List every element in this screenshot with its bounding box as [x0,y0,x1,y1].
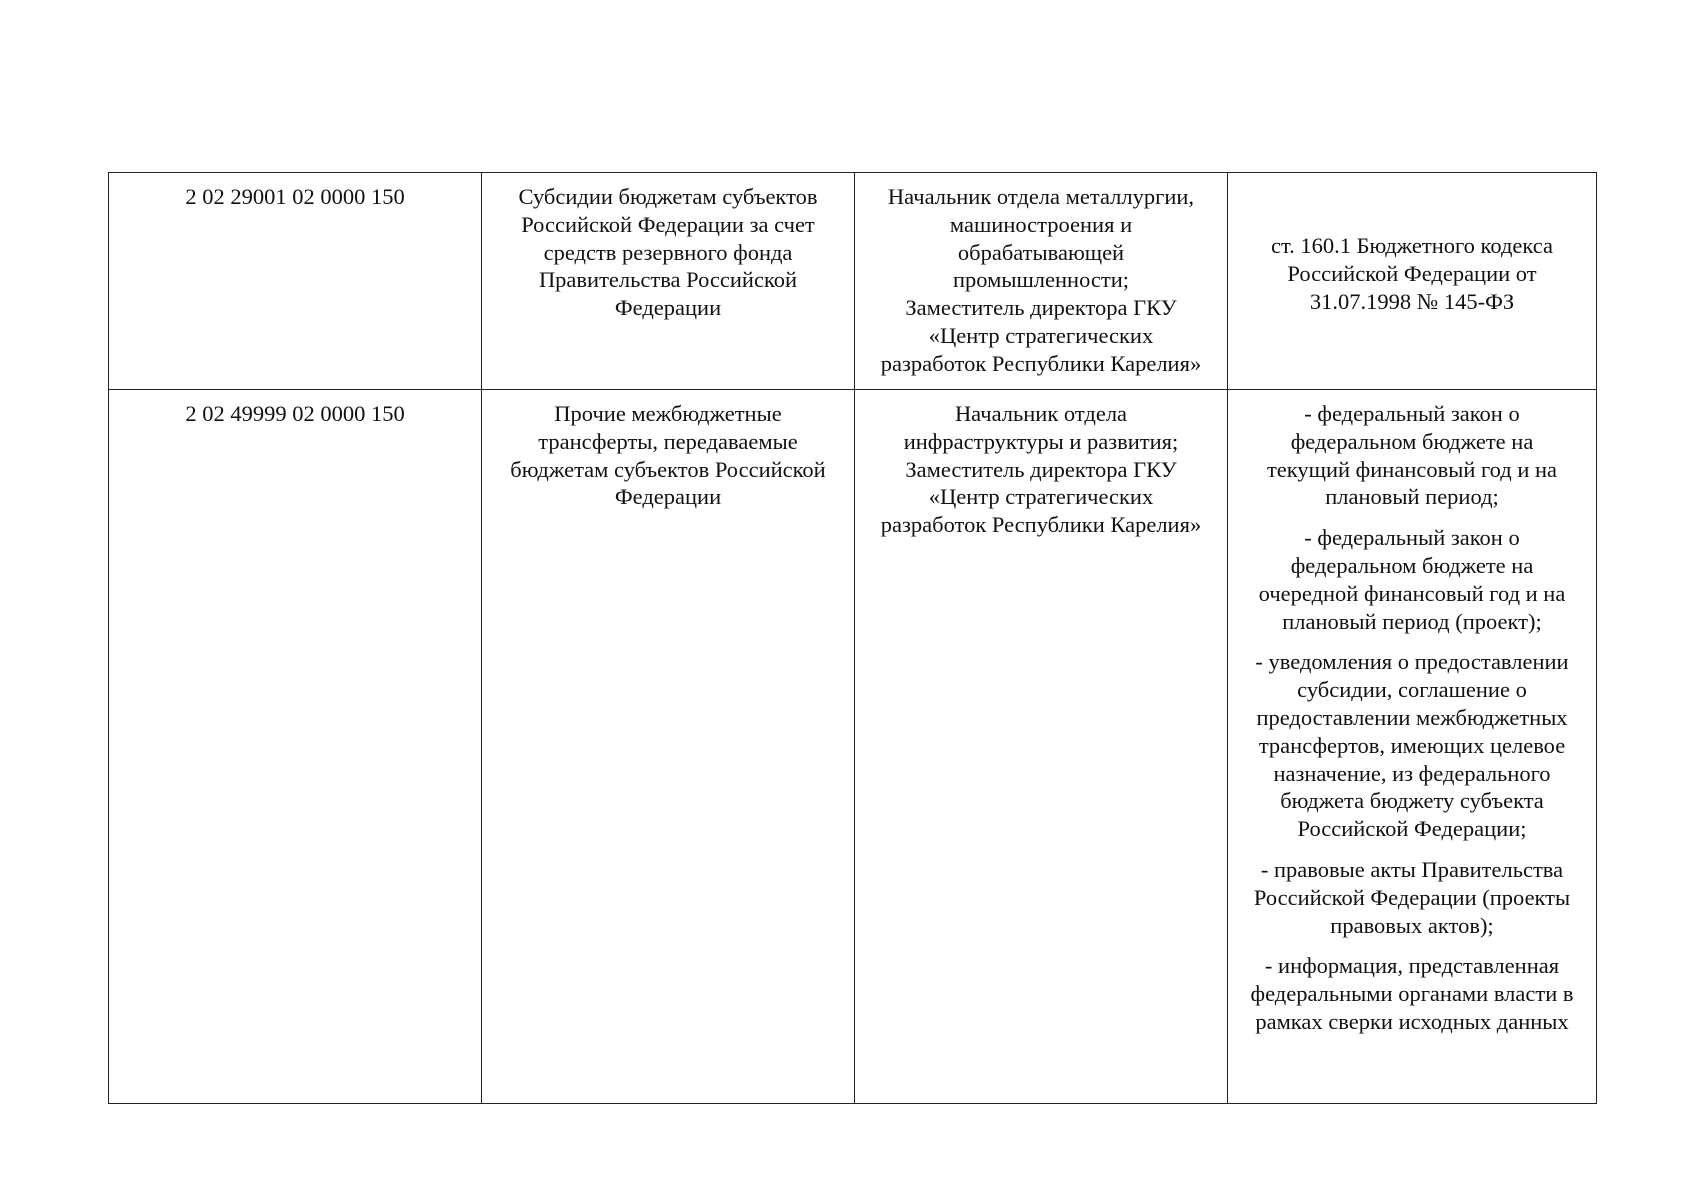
responsible-person-cell: Начальник отдела инфраструктуры и развития; Заместитель директора ГКУ «Центр стратегических разработок Республики Карелия» [855,390,1228,1104]
legal-basis-item: - федеральный закон о федеральном бюджете на очередной финансовый год и на плановый период (проект); [1258,525,1566,634]
legal-basis-item: - правовые акты Правительства Российской Федерации (проекты правовых актов); [1253,856,1571,938]
legal-basis-item: ст. 160.1 Бюджетного кодекса Российской Федерации от 31.07.1998 № 145-ФЗ [1270,233,1553,314]
legal-basis-item: - федеральный закон о федеральном бюджете на текущий финансовый год и на плановый период; [1266,401,1558,510]
income-codes-table [108,172,1597,1104]
legal-basis-item: - информация, представленная федеральными органами власти в рамках сверки исходных данных [1250,953,1574,1034]
legal-basis-item: - уведомления о предоставлении субсидии, соглашение о предоставлении межбюджетных трансфертов, имеющих целевое назначение, из федерального бюджета бюджету субъекта Российской Федерации; [1255,649,1569,842]
income-code-cell: 2 02 49999 02 0000 150 [109,390,482,1104]
responsible-person-cell: Начальник отдела металлургии, машиностроения и обрабатывающей промышленности; Заместитель директора ГКУ «Центр стратегических разработок Республики Карелия» [855,173,1228,390]
table-row [109,390,1597,1104]
legal-basis-cell [1228,390,1597,1104]
table-row [109,173,1597,390]
income-name-cell: Прочие межбюджетные трансферты, передаваемые бюджетам субъектов Российской Федерации [482,390,855,1104]
income-name-cell: Субсидии бюджетам субъектов Российской Федерации за счет средств резервного фонда Правительства Российской Федерации [482,173,855,390]
income-code-cell: 2 02 29001 02 0000 150 [109,173,482,390]
legal-basis-cell [1228,173,1597,390]
